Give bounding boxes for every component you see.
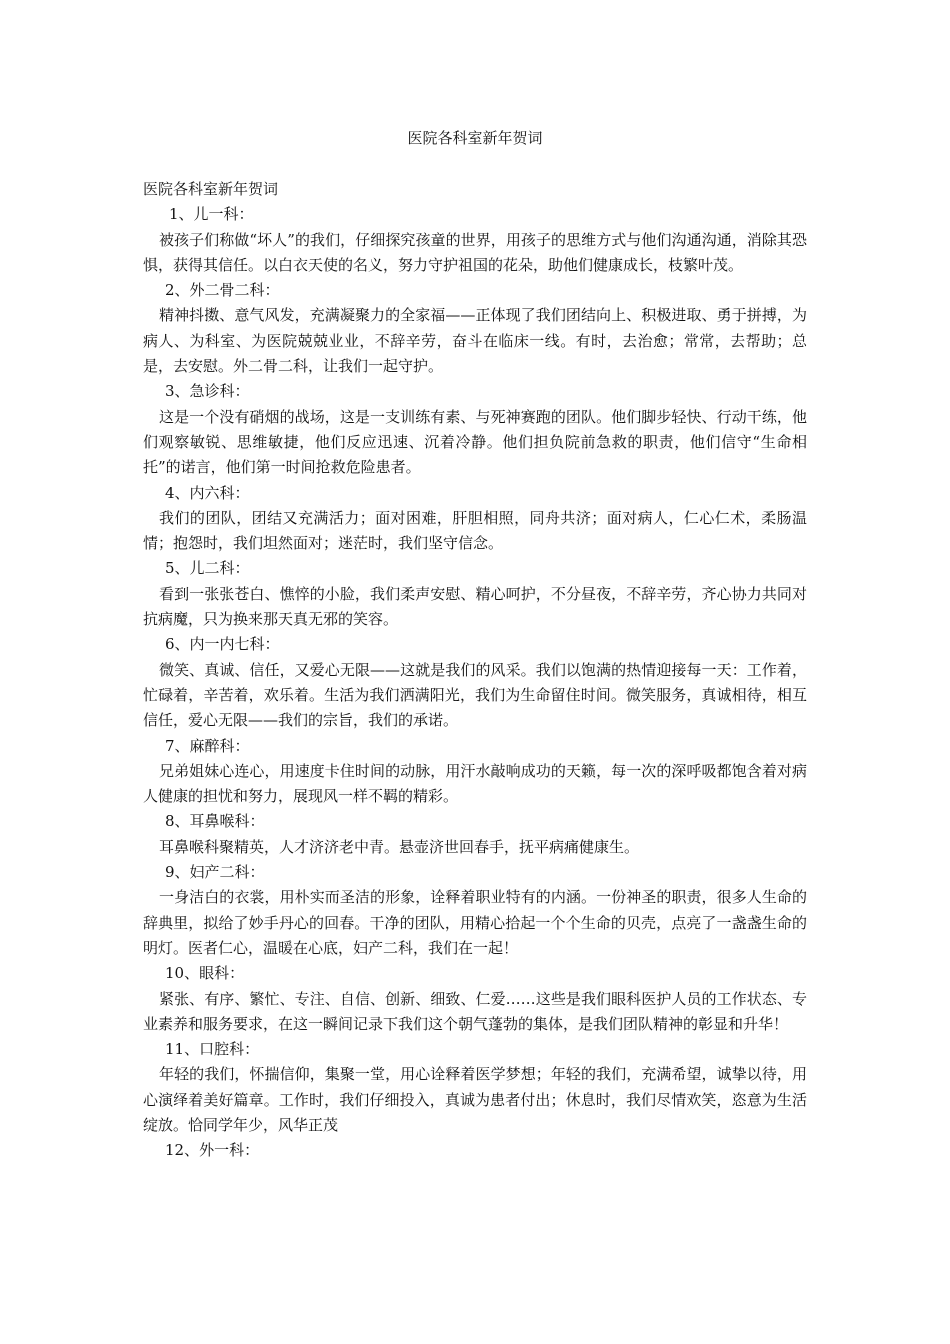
document-subtitle: 医院各科室新年贺词 [143,180,279,198]
section-body: 看到一张张苍白、憔悴的小脸，我们柔声安慰、精心呵护，不分昼夜，不辞辛劳，齐心协力共同对抗病魔，只为换来那天真无邪的笑容。 [143,584,807,629]
section-heading: 11、口腔科： [165,1040,260,1059]
section-body: 年轻的我们，怀揣信仰，集聚一堂，用心诠释着医学梦想；年轻的我们，充满希望，诚挚以待，用心演绎着美好篇章。工作时，我们仔细投入，真诚为患者付出；休息时，我们尽情欢笑，恣意为生活绽放。恰同学年少，风华正茂 [143,1065,807,1134]
section-heading: 2、外二骨二科： [165,281,280,300]
section-heading: 5、儿二科： [165,559,250,578]
section-heading: 10、眼科： [165,964,245,983]
document-content [143,177,807,1164]
section-heading: 4、内六科： [165,483,250,502]
section-body: 紧张、有序、繁忙、专注、自信、创新、细致、仁爱……这些是我们眼科医护人员的工作状态、专业素养和服务要求，在这一瞬间记录下我们这个朝气蓬勃的集体，是我们团队精神的彰显和升华！ [143,989,807,1033]
section-heading: 3、急诊科： [165,382,250,401]
section-body: 这是一个没有硝烟的战场，这是一支训练有素、与死神赛跑的团队。他们脚步轻快、行动干练，他们观察敏锐、思维敏捷，他们反应迅速、沉着冷静。他们担负院前急救的职责，他们信守“生命相托”的诺言，他们第一时间抢救危险患者。 [143,407,807,477]
section-heading: 7、麻醉科： [165,736,250,755]
document-title: 医院各科室新年贺词 [407,129,543,147]
section-heading: 6、内一内七科： [165,635,280,654]
section-body: 一身洁白的衣裳，用朴实而圣洁的形象，诠释着职业特有的内涵。一份神圣的职责，很多人生命的辞典里，拟给了妙手丹心的回春。干净的团队，用精心拾起一个个生命的贝壳，点亮了一盏盏生命的明灯。医者仁心，温暖在心底，妇产二科，我们在一起！ [143,888,807,957]
section-heading: 9、妇产二科： [165,863,265,882]
section-body: 被孩子们称做“坏人”的我们，仔细探究孩童的世界，用孩子的思维方式与他们沟通沟通，消除其恐惧，获得其信任。以白衣天使的名义，努力守护祖国的花朵，助他们健康成长，枝繁叶茂。 [143,230,807,274]
section-heading: 8、耳鼻喉科： [165,812,265,831]
section-heading: 1、儿一科： [169,205,254,224]
section-body: 微笑、真诚、信任，又爱心无限——这就是我们的风采。我们以饱满的热情迎接每一天：工作着，忙碌着，辛苦着，欢乐着。生活为我们洒满阳光，我们为生命留住时间。微笑服务，真诚相待，相互信任，爱心无限——我们的宗旨，我们的承诺。 [143,660,807,730]
section-body: 我们的团队，团结又充满活力；面对困难，肝胆相照，同舟共济；面对病人，仁心仁术，柔肠温情；抱怨时，我们坦然面对；迷茫时，我们坚守信念。 [143,508,807,553]
section-heading: 12、外一科： [165,1141,260,1160]
section-body: 兄弟姐妹心连心，用速度卡住时间的动脉，用汗水敲响成功的天籁，每一次的深呼吸都饱含着对病人健康的担忧和努力，展现风一样不羁的精彩。 [143,761,807,806]
section-body: 精神抖擞、意气风发，充满凝聚力的全家福——正体现了我们团结向上、积极进取、勇于拼搏，为病人、为科室、为医院兢兢业业，不辞辛劳，奋斗在临床一线。有时，去治愈；常常，去帮助；总是，去安慰。外二骨二科，让我们一起守护。 [143,306,807,376]
section-body: 耳鼻喉科聚精英，人才济济老中青。悬壶济世回春手，抚平病痛健康生。 [159,837,640,856]
